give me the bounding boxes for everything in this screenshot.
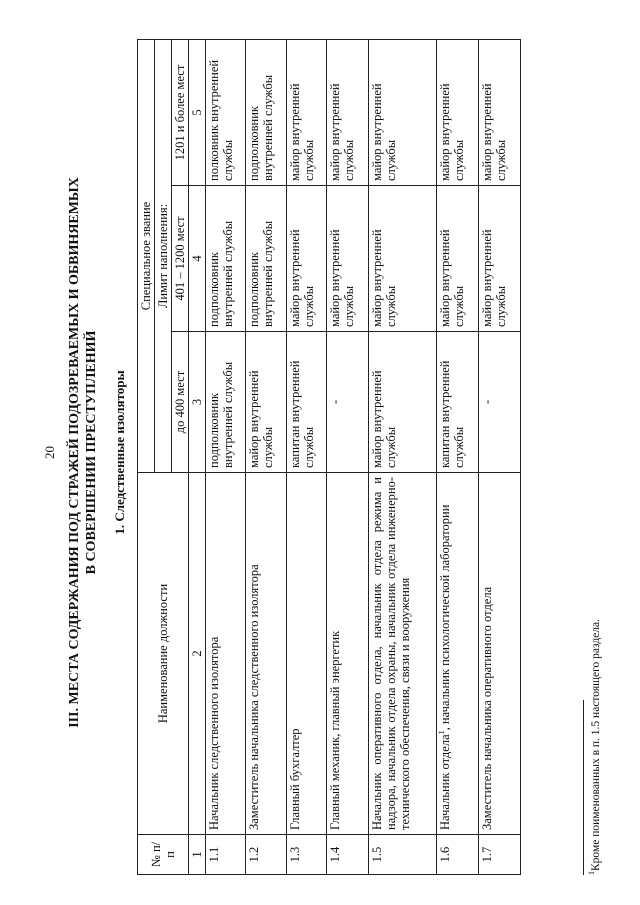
index-5: 5 bbox=[189, 40, 206, 186]
footnote-ref: 1 bbox=[436, 730, 446, 735]
footnote-mark: 1 bbox=[587, 871, 597, 875]
section-heading bbox=[66, 0, 100, 905]
heading-line-2: В СОВЕРШЕНИИ ПРЕСТУПЛЕНИЙ bbox=[84, 330, 99, 575]
subsection-title: 1. Следственные изоляторы bbox=[112, 370, 127, 535]
row-num: 1.7 bbox=[479, 835, 521, 875]
row-num: 1.5 bbox=[369, 835, 437, 875]
row-num: 1.1 bbox=[206, 835, 246, 875]
header-position: Наименование должности bbox=[138, 473, 189, 835]
row-position bbox=[437, 473, 479, 835]
row-position: Начальник оперативного отдела, начальник отдела режима и надзора, начальник отдела охраны, начальник отдела инженерно-технического обеспечения, связи и вооружения bbox=[369, 473, 437, 835]
row-rank-col3: майор внутренней службы bbox=[246, 332, 287, 473]
footnote-text: Кроме поименованных в п. 1.5 настоящего раздела. bbox=[590, 619, 602, 871]
index-1: 1 bbox=[189, 835, 206, 875]
table-row bbox=[287, 40, 327, 875]
row-rank-col4: майор внутренней службы bbox=[369, 186, 437, 332]
row-rank-col5: майор внутренней службы bbox=[369, 40, 437, 186]
heading-line-1: III. МЕСТА СОДЕРЖАНИЯ ПОД СТРАЖЕЙ ПОДОЗРЕВАЕМЫХ И ОБВИНЯЕМЫХ bbox=[67, 177, 82, 728]
table-row bbox=[206, 40, 246, 875]
footnote-divider bbox=[583, 700, 584, 875]
table-row bbox=[479, 40, 521, 875]
row-rank-col5: майор внутренней службы bbox=[479, 40, 521, 186]
row-rank-col5: майор внутренней службы bbox=[287, 40, 327, 186]
row-position: Начальник следственного изолятора bbox=[206, 473, 246, 835]
row-position: Заместитель начальника следственного изолятора bbox=[246, 473, 287, 835]
header-rank: Специальное звание bbox=[138, 40, 155, 473]
row-position: Главный механик, главный энергетик bbox=[327, 473, 369, 835]
row-rank-col4: майор внутренней службы bbox=[327, 186, 369, 332]
row-rank-col5: майор внутренней службы bbox=[437, 40, 479, 186]
footnote bbox=[587, 619, 602, 875]
row-rank-col5: полковник внутренней службы bbox=[206, 40, 246, 186]
row-rank-col3: - bbox=[327, 332, 369, 473]
header-limit: Лимит наполнения: bbox=[155, 40, 172, 473]
index-2: 2 bbox=[189, 473, 206, 835]
row-rank-col5: майор внутренней службы bbox=[327, 40, 369, 186]
table-row bbox=[327, 40, 369, 875]
row-rank-col3: - bbox=[479, 332, 521, 473]
row-num: 1.4 bbox=[327, 835, 369, 875]
row-rank-col4: подполковник внутренней службы bbox=[206, 186, 246, 332]
index-4: 4 bbox=[189, 186, 206, 332]
row-position-part: Начальник отдела bbox=[438, 734, 452, 830]
page-number: 20 bbox=[42, 446, 57, 459]
row-position: Заместитель начальника оперативного отдела bbox=[479, 473, 521, 835]
row-rank-col3: капитан внутренней службы bbox=[287, 332, 327, 473]
table-row bbox=[369, 40, 437, 875]
row-num: 1.6 bbox=[437, 835, 479, 875]
row-rank-col4: подполковник внутренней службы bbox=[246, 186, 287, 332]
table-row bbox=[246, 40, 287, 875]
row-rank-col4: майор внутренней службы bbox=[287, 186, 327, 332]
index-3: 3 bbox=[189, 332, 206, 473]
row-rank-col4: майор внутренней службы bbox=[437, 186, 479, 332]
row-position-part: , начальник психологической лаборатории bbox=[438, 504, 452, 731]
header-col4: 401 – 1200 мест bbox=[172, 186, 189, 332]
table-row bbox=[437, 40, 479, 875]
header-num: № п/п bbox=[138, 835, 189, 875]
row-rank-col3: подполковник внутренней службы bbox=[206, 332, 246, 473]
row-rank-col5: подполковник внутренней службы bbox=[246, 40, 287, 186]
row-rank-col4: майор внутренней службы bbox=[479, 186, 521, 332]
header-col5: 1201 и более мест bbox=[172, 40, 189, 186]
ranks-table bbox=[137, 39, 521, 875]
header-col3: до 400 мест bbox=[172, 332, 189, 473]
row-rank-col3: майор внутренней службы bbox=[369, 332, 437, 473]
row-num: 1.2 bbox=[246, 835, 287, 875]
row-num: 1.3 bbox=[287, 835, 327, 875]
row-rank-col3: капитан внутренней службы bbox=[437, 332, 479, 473]
row-position: Главный бухгалтер bbox=[287, 473, 327, 835]
